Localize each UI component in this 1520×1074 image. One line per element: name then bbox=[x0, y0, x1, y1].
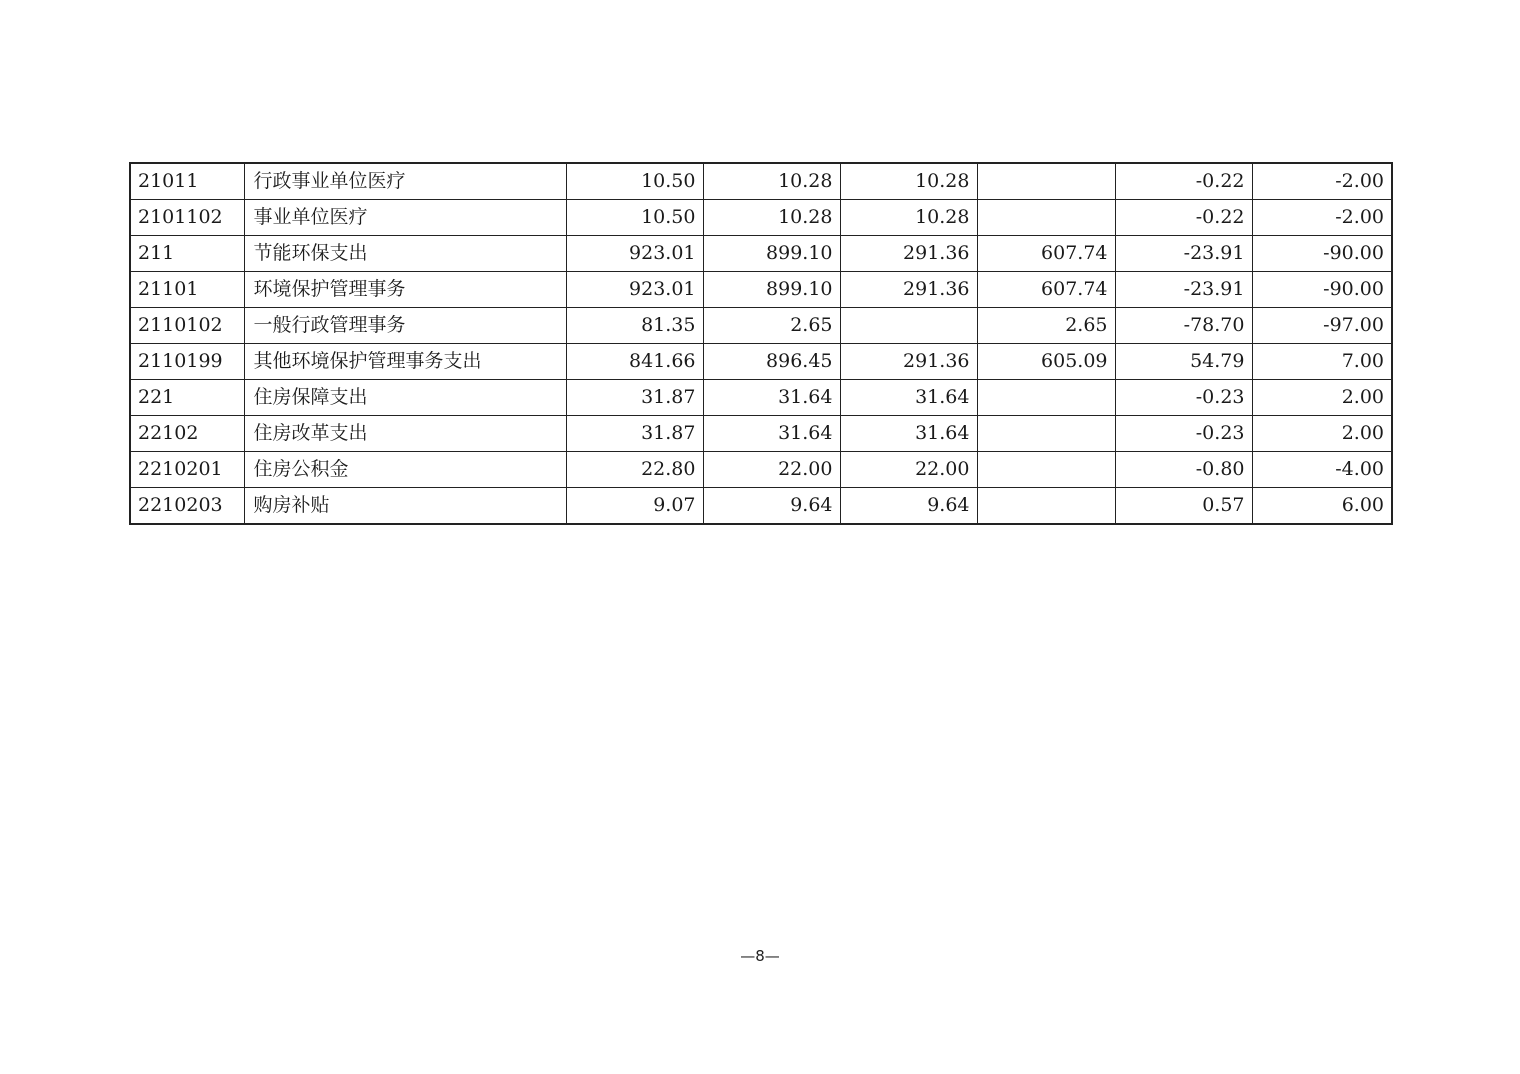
cell-subject-code: 2101102 bbox=[130, 200, 244, 236]
page-number: —8— bbox=[740, 947, 780, 965]
cell-value-1: 31.87 bbox=[566, 416, 703, 452]
cell-subject-name: 住房改革支出 bbox=[244, 416, 566, 452]
table-row bbox=[130, 488, 1392, 525]
cell-value-4: 2.65 bbox=[977, 308, 1115, 344]
cell-value-4 bbox=[977, 163, 1115, 200]
cell-value-2: 896.45 bbox=[703, 344, 840, 380]
table-row bbox=[130, 308, 1392, 344]
cell-value-5: 0.57 bbox=[1115, 488, 1252, 525]
cell-subject-code: 221 bbox=[130, 380, 244, 416]
cell-value-4: 607.74 bbox=[977, 272, 1115, 308]
cell-value-6: 2.00 bbox=[1252, 416, 1392, 452]
cell-value-3: 291.36 bbox=[840, 344, 977, 380]
cell-value-1: 841.66 bbox=[566, 344, 703, 380]
cell-value-5: -0.80 bbox=[1115, 452, 1252, 488]
cell-value-6: 6.00 bbox=[1252, 488, 1392, 525]
cell-value-1: 10.50 bbox=[566, 163, 703, 200]
cell-value-3: 10.28 bbox=[840, 163, 977, 200]
cell-value-5: -0.22 bbox=[1115, 163, 1252, 200]
cell-value-3 bbox=[840, 308, 977, 344]
table-row bbox=[130, 344, 1392, 380]
budget-table bbox=[129, 162, 1393, 525]
cell-value-2: 31.64 bbox=[703, 416, 840, 452]
cell-value-1: 31.87 bbox=[566, 380, 703, 416]
cell-value-3: 31.64 bbox=[840, 416, 977, 452]
cell-value-6: 2.00 bbox=[1252, 380, 1392, 416]
table-row bbox=[130, 236, 1392, 272]
table-row bbox=[130, 452, 1392, 488]
cell-value-1: 923.01 bbox=[566, 272, 703, 308]
cell-value-5: -23.91 bbox=[1115, 236, 1252, 272]
cell-value-3: 9.64 bbox=[840, 488, 977, 525]
cell-subject-name: 环境保护管理事务 bbox=[244, 272, 566, 308]
cell-subject-name: 事业单位医疗 bbox=[244, 200, 566, 236]
cell-value-2: 31.64 bbox=[703, 380, 840, 416]
cell-value-4 bbox=[977, 200, 1115, 236]
cell-value-2: 22.00 bbox=[703, 452, 840, 488]
cell-subject-code: 2210201 bbox=[130, 452, 244, 488]
cell-value-3: 22.00 bbox=[840, 452, 977, 488]
table-row bbox=[130, 380, 1392, 416]
cell-value-5: -0.23 bbox=[1115, 416, 1252, 452]
cell-value-4 bbox=[977, 380, 1115, 416]
cell-value-3: 31.64 bbox=[840, 380, 977, 416]
cell-value-2: 899.10 bbox=[703, 236, 840, 272]
cell-subject-name: 行政事业单位医疗 bbox=[244, 163, 566, 200]
cell-value-4: 605.09 bbox=[977, 344, 1115, 380]
cell-subject-code: 2210203 bbox=[130, 488, 244, 525]
cell-subject-code: 21011 bbox=[130, 163, 244, 200]
cell-value-6: -2.00 bbox=[1252, 163, 1392, 200]
cell-value-5: -78.70 bbox=[1115, 308, 1252, 344]
cell-value-1: 22.80 bbox=[566, 452, 703, 488]
cell-value-4 bbox=[977, 452, 1115, 488]
cell-value-4: 607.74 bbox=[977, 236, 1115, 272]
cell-subject-code: 2110102 bbox=[130, 308, 244, 344]
cell-value-5: -0.22 bbox=[1115, 200, 1252, 236]
cell-value-6: 7.00 bbox=[1252, 344, 1392, 380]
cell-value-6: -4.00 bbox=[1252, 452, 1392, 488]
cell-value-5: 54.79 bbox=[1115, 344, 1252, 380]
cell-value-4 bbox=[977, 488, 1115, 525]
cell-value-3: 291.36 bbox=[840, 236, 977, 272]
cell-subject-code: 21101 bbox=[130, 272, 244, 308]
cell-value-6: -90.00 bbox=[1252, 236, 1392, 272]
cell-value-6: -2.00 bbox=[1252, 200, 1392, 236]
cell-subject-name: 住房保障支出 bbox=[244, 380, 566, 416]
cell-value-1: 10.50 bbox=[566, 200, 703, 236]
table-body bbox=[130, 163, 1392, 524]
cell-value-3: 291.36 bbox=[840, 272, 977, 308]
cell-value-5: -0.23 bbox=[1115, 380, 1252, 416]
cell-subject-name: 节能环保支出 bbox=[244, 236, 566, 272]
cell-subject-name: 购房补贴 bbox=[244, 488, 566, 525]
table-row bbox=[130, 272, 1392, 308]
cell-value-2: 10.28 bbox=[703, 200, 840, 236]
cell-value-1: 923.01 bbox=[566, 236, 703, 272]
cell-value-6: -97.00 bbox=[1252, 308, 1392, 344]
cell-value-6: -90.00 bbox=[1252, 272, 1392, 308]
table-row bbox=[130, 163, 1392, 200]
cell-value-2: 899.10 bbox=[703, 272, 840, 308]
table-row bbox=[130, 200, 1392, 236]
cell-value-4 bbox=[977, 416, 1115, 452]
cell-subject-code: 211 bbox=[130, 236, 244, 272]
cell-value-2: 10.28 bbox=[703, 163, 840, 200]
cell-subject-code: 22102 bbox=[130, 416, 244, 452]
cell-subject-name: 其他环境保护管理事务支出 bbox=[244, 344, 566, 380]
cell-value-2: 9.64 bbox=[703, 488, 840, 525]
cell-value-1: 81.35 bbox=[566, 308, 703, 344]
cell-value-1: 9.07 bbox=[566, 488, 703, 525]
table-row bbox=[130, 416, 1392, 452]
cell-subject-name: 住房公积金 bbox=[244, 452, 566, 488]
cell-subject-name: 一般行政管理事务 bbox=[244, 308, 566, 344]
cell-subject-code: 2110199 bbox=[130, 344, 244, 380]
cell-value-3: 10.28 bbox=[840, 200, 977, 236]
cell-value-5: -23.91 bbox=[1115, 272, 1252, 308]
cell-value-2: 2.65 bbox=[703, 308, 840, 344]
